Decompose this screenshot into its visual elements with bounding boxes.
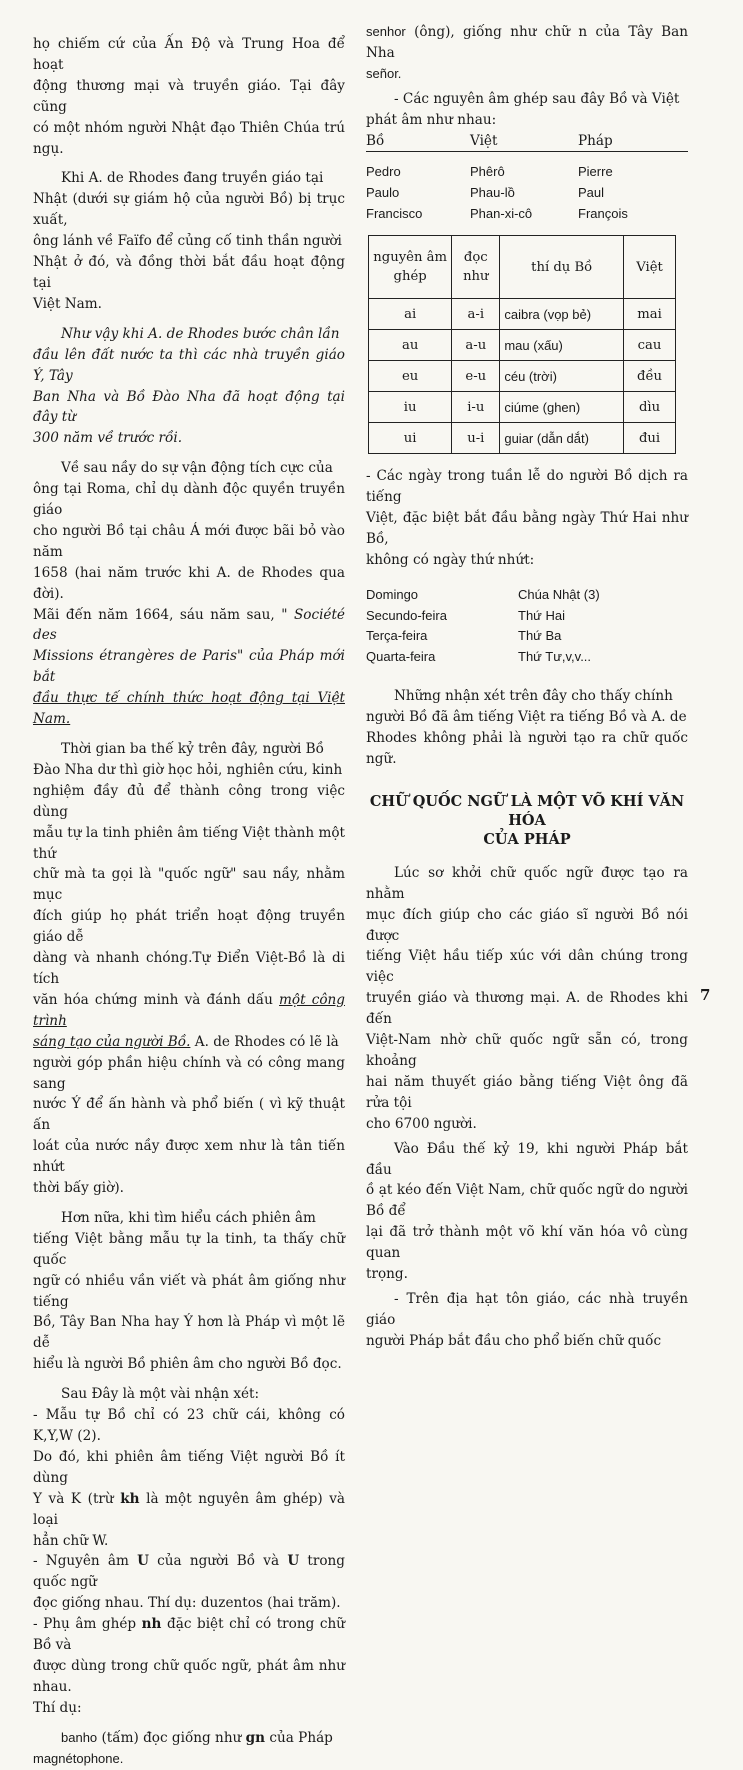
paragraph: - Mẫu tự Bồ chỉ có 23 chữ cái, không có K,Y,W (2). Do đó, khi phiên âm tiếng Việt người Bồ ít dùng Y và K (trừ kh là một nguyên âm ghép) và loại hẳn chữ W. xyxy=(33,1407,345,1549)
page-number: 7 xyxy=(700,986,711,1004)
paragraph: Khi A. de Rhodes đang truyền giáo tại Nhật (dưới sự giám hộ của người Bồ) bị trục xuất, ông lánh về Faïfo để củng cố tinh thần người Nhật ở đó, và đồng thời bắt đầu hoạt động tại Việt Nam. xyxy=(33,170,345,312)
day-row: Domingo Chúa Nhật (3) xyxy=(366,586,600,602)
table-header-row: nguyên âm ghép đọc như thí dụ Bồ Việt xyxy=(369,236,676,299)
table-row: au a-u mau (xấu) cau xyxy=(369,330,676,361)
right-column xyxy=(366,22,688,1352)
paragraph: Lúc sơ khởi chữ quốc ngữ được tạo ra nhằm mục đích giúp cho các giáo sĩ người Bồ nói được tiếng Việt hầu tiếp xúc với dân chúng trong việc truyền giáo và thương mại. A. de Rhodes khi đến Việt-Nam nhờ chữ quốc ngữ sẵn có, trong khoảng hai năm thuyết giáo bằng tiếng Việt ông đã rửa tội cho 6700 người. xyxy=(366,864,688,1132)
day-row: Quarta-feira Thứ Tư,v,v... xyxy=(366,649,592,665)
italic-paragraph: Như vậy khi A. de Rhodes bước chân lần đầu lên đất nước ta thì các nhà truyền giáo Ý, Tây Ban Nha và Bồ Đào Nha đã hoạt động tại đây từ 300 năm về trước rồi. xyxy=(33,325,345,447)
paragraph: - Trên địa hạt tôn giáo, các nhà truyền giáo người Pháp bắt đầu cho phổ biến chữ quốc xyxy=(366,1290,688,1349)
table-row: iu i-u ciúme (ghen) dìu xyxy=(369,392,676,423)
names-row: Pedro Phêrô Pierre xyxy=(366,164,613,180)
paragraph: Hơn nữa, khi tìm hiểu cách phiên âm tiếng Việt bằng mẫu tự la tinh, ta thấy chữ quốc ngữ có nhiều vần viết và phát âm giống như tiếng Bồ, Tây Ban Nha hay Ý hơn là Pháp vì một lẽ dễ hiểu là người Bồ phiên âm cho người Bồ đọc. xyxy=(33,1209,345,1373)
paragraph: banho (tấm) đọc giống như gn của Pháp magnétophone. xyxy=(33,1729,333,1766)
day-row: Terça-feira Thứ Ba xyxy=(366,628,562,644)
names-header: Bồ Việt Pháp xyxy=(366,131,688,153)
paragraph: Vào Đầu thế kỷ 19, khi người Pháp bắt đầu ồ ạt kéo đến Việt Nam, chữ quốc ngữ do người Bồ để lại đã trở thành một võ khí văn hóa vô cùng quan trọng. xyxy=(366,1140,688,1283)
paragraph: họ chiếm cứ của Ấn Độ và Trung Hoa để hoạt động thương mại và truyền giáo. Tại đây cũng có một nhóm người Nhật đạo Thiên Chúa trú ngụ. xyxy=(33,36,345,157)
paragraph: - Nguyên âm U của người Bồ và U trong quốc ngữ đọc giống nhau. Thí dụ: duzentos (hai trăm). xyxy=(33,1553,345,1612)
paragraph: Những nhận xét trên đây cho thấy chính người Bồ đã âm tiếng Việt ra tiếng Bồ và A. de Rhodes không phải là người tạo ra chữ quốc ngữ. xyxy=(366,688,688,767)
paragraph: Sau Đây là một vài nhận xét: xyxy=(61,1386,260,1403)
left-column xyxy=(33,34,345,1770)
vowel-table xyxy=(368,235,676,454)
paragraph: Thời gian ba thế kỷ trên đây, người Bồ Đào Nha dư thì giờ học hỏi, nghiên cứu, kinh nghiệm đầy đủ để thành công trong việc dùng mẫu tự la tinh phiên âm tiếng Việt thành một thứ chữ mà ta gọi là "quốc ngữ" sau nầy, nhằm mục đích giúp họ phát triển hoạt động truyền giáo dễ dàng và nhanh chóng.Tự Điển Việt-Bồ là di tích văn hóa chứng minh và đánh dấu một công trình sáng tạo của người Bồ. A. de Rhodes có lẽ là người góp phần hiệu chính và có công mang sang nước Ý để ấn hành và phổ biến ( vì kỹ thuật ấn loát của nước nầy được xem như là tân tiến nhứt thời bấy giờ). xyxy=(33,741,345,1197)
day-row: Secundo-feira Thứ Hai xyxy=(366,607,565,623)
paragraph: - Các ngày trong tuần lễ do người Bồ dịch ra tiếng Việt, đặc biệt bắt đầu bằng ngày Thứ Hai như Bồ, không có ngày thứ nhứt: xyxy=(366,468,688,568)
paragraph: - Các nguyên âm ghép sau đây Bồ và Việt xyxy=(394,90,680,107)
table-row: ai a-i caibra (vọp bẻ) mai xyxy=(369,299,676,330)
table-row: ui u-i guiar (dẫn dắt) đui xyxy=(369,423,676,454)
names-row: Paulo Phau-lồ Paul xyxy=(366,185,605,201)
paragraph: senhor (ông), giống như chữ n của Tây Ban Nha señor. xyxy=(366,24,688,81)
paragraph: Về sau nầy do sự vận động tích cực của ông tại Roma, chỉ dụ dành độc quyền truyền giáo cho người Bồ tại châu Á mới được bãi bỏ vào năm 1658 (hai năm trước khi A. de Rhodes qua đời). Mãi đến năm 1664, sáu năm sau, " Société des Missions étrangères de Paris" của Pháp mới bắt đầu thực tế chính thức hoạt động tại Việt Nam. xyxy=(33,460,345,728)
table-row: eu e-u céu (trời) đều xyxy=(369,361,676,392)
section-heading: CHỮ QUỐC NGỮ LÀ MỘT VÕ KHÍ VĂN HÓA CỦA PHÁP xyxy=(369,792,685,848)
paragraph: - Phụ âm ghép nh đặc biệt chỉ có trong chữ Bồ và được dùng trong chữ quốc ngữ, phát âm như nhau. Thí dụ: xyxy=(33,1616,345,1716)
paragraph: phát âm như nhau: xyxy=(366,111,497,128)
names-row: Francisco Phan-xi-cô François xyxy=(366,206,628,222)
